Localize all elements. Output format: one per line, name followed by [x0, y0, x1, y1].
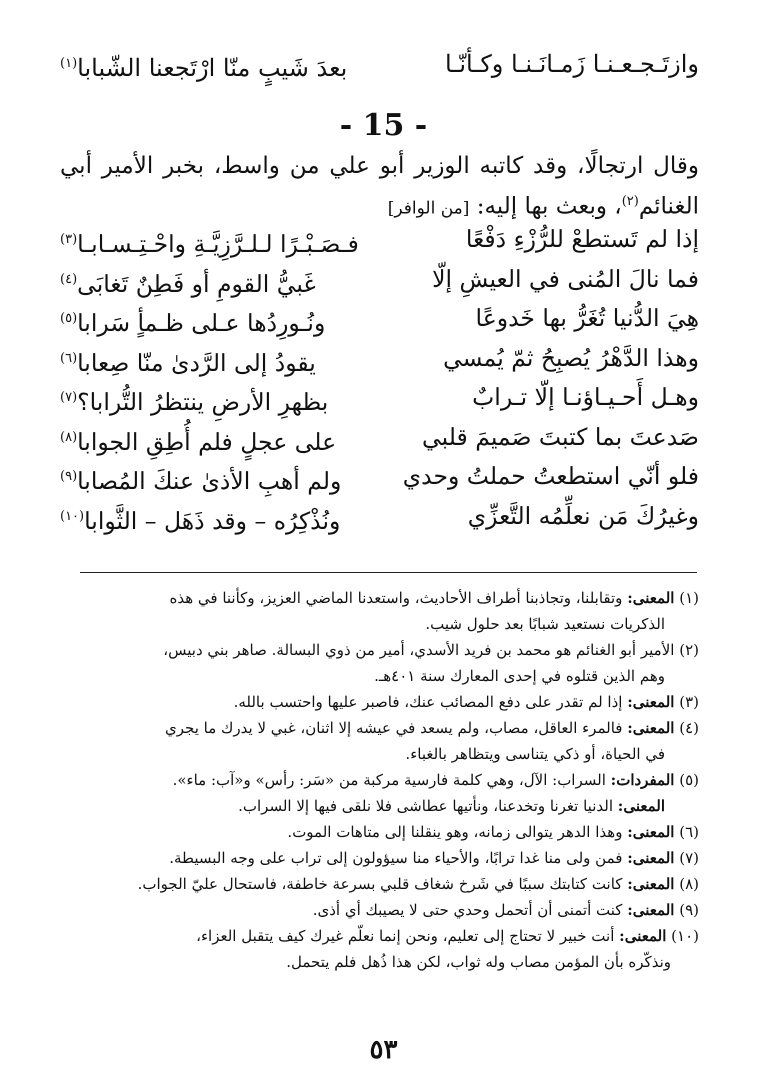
poem-intro: وقال ارتجالًا، وقد كاتبه الوزير أبو علي من واسط، بخبر الأمير أبي الغنائم$^{(٢)}$، وبعث بها إليه: [من الوافر]: [60, 153, 699, 220]
poem-line: [60, 299, 699, 339]
footnote-ref[interactable]: (٦): [60, 350, 78, 366]
footnote: (١٠) المعنى: أنت خبير لا تحتاج إلى تعليم، ونحن إنما نعلّم غيرك كيف يتقبل العزاء، ونذكّره بأن المؤمن مصاب وله ثواب، لكن هذا ذُهل فلم يتحمل.: [196, 927, 699, 971]
poem-line: [60, 497, 699, 537]
poem-line: [60, 339, 699, 379]
poem-line: [60, 457, 699, 497]
poem-line: [60, 378, 699, 418]
first-hemistich: صَدعتَ بما كتبتَ صَميمَ قلبي: [422, 422, 699, 451]
second-hemistich: ونُذْكِرُه – وقد ذَهَل – الثَّوابا$^{(١٠)}$: [60, 506, 341, 535]
first-hemistich: فلو أنّي استطعتُ حملتُ وحدي: [402, 462, 699, 490]
footnote: (٨) المعنى: كانت كتابتك سببًا في شَرخ شغاف قلبي بسرعة خاطفة، فاستحال عليّ الجواب.: [137, 875, 699, 893]
second-hemistich: بظهرِ الأرضِ ينتظرُ التُّرابا؟$^{(٧)}$: [60, 387, 329, 416]
footnote-ref[interactable]: (٨): [60, 429, 78, 445]
footnote: (٦) المعنى: وهذا الدهر يتوالى زمانه، وهو ينقلنا إلى متاهات الموت.: [287, 823, 699, 841]
footnote: (٧) المعنى: فمن ولى منا غدا ترابًا، والأحياء منا سيؤولون إلى تراب على وجه البسيطة.: [169, 849, 699, 867]
first-hemistich: فما نالَ المُنى في العيشِ إلّا: [432, 264, 699, 293]
page-number: ٥٣: [369, 1035, 398, 1065]
footnote-ref[interactable]: (٥): [60, 311, 78, 326]
verse-first-hemistich: وازتَـجـعـنـا زَمـانَـنـا وكـأنّـا: [444, 50, 699, 78]
first-hemistich: وغيرُكَ مَن نعلِّمُه التَّعزِّي: [467, 501, 699, 530]
first-hemistich: وهـل أَحـيـاؤنـا إلّا تـرابٌ: [472, 383, 699, 411]
first-hemistich: وهذا الدَّهْرُ يُصبِحُ ثمّ يُمسي: [443, 343, 699, 372]
poem-line: [60, 220, 699, 260]
footnote: (٣) المعنى: إذا لم تقدر على دفع المصائب عنك، فاصبر عليها واحتسب بالله.: [233, 693, 699, 711]
footnote: (١) المعنى: وتقابلنا، وتجاذبنا أطراف الأحاديث، واستعدنا الماضي العزيز، وكأننا في هذه الذكريات نستعيد شبابًا بعد حلول شيب.: [169, 589, 699, 633]
first-hemistich: هِيَ الدُّنيا تُغَرُّ بها خَدوعًا: [475, 304, 699, 332]
footnote-divider: [80, 572, 697, 573]
footnote: (٥) المفردات: السراب: الآل، وهي كلمة فارسية مركبة من «سَر: رأس» و«آب: ماء».: [172, 771, 699, 789]
poem-number: - 15 -: [339, 108, 428, 143]
second-hemistich: على عجلٍ فلم أُطِقِ الجوابا$^{(٨)}$: [60, 427, 337, 456]
footnote-ref[interactable]: (١٠): [60, 508, 85, 524]
footnote: (٩) المعنى: كنت أتمنى أن أتحمل وحدي حتى لا يصيبك أي أذى.: [312, 901, 699, 919]
second-hemistich: يقودُ إلى الرَّدىٰ منّا صِعابا$^{(٦)}$: [60, 348, 316, 377]
footnote-ref[interactable]: (٩): [60, 469, 78, 484]
footnote-ref[interactable]: (١): [60, 56, 78, 71]
poem-line: [60, 260, 699, 300]
continued-verse: [60, 44, 699, 84]
second-hemistich: غَبيُّ القومِ أو فَطِنٌ تَغابَى$^{(٤)}$: [60, 269, 316, 298]
second-hemistich: فـصَـبْـرًا لـلـرَّزِيَّـةِ واحْـتِـسـابـا$^{(٣)}$: [60, 229, 359, 258]
first-hemistich: إذا لم تَستطعْ للرُّزْءِ دَفْعًا: [465, 225, 699, 253]
footnote-ref[interactable]: (٤): [60, 271, 78, 287]
second-hemistich: ونُـورِدُها عـلى ظـمأٍ سَرابا$^{(٥)}$: [60, 308, 326, 337]
poem: [60, 220, 699, 536]
verse-second-hemistich: بعدَ شَيبٍ منّا ارْتَجعنا الشّبابا$^{(١)}$: [60, 54, 348, 82]
poem-line: [60, 418, 699, 458]
footnote: (٢) الأمير أبو الغنائم هو محمد بن فريد الأسدي، أمير من ذوي البسالة. صاهر بني دبيس، وهم الذين قتلوه في إحدى المعارك سنة ٤٠١هـ.: [163, 641, 699, 685]
meter-label: [من الوافر]: [387, 198, 470, 219]
footnote-ref[interactable]: (٢): [621, 194, 639, 209]
footnote: (٤) المعنى: فالمرء العاقل، مصاب، ولم يسعد في عيشه إلا اثنان، غبي لا يدرك ما يجري في الحياة، أو ذكي يتناسى ويتظاهر بالغباء.: [165, 719, 699, 763]
footnote-ref[interactable]: (٣): [60, 232, 78, 247]
footnote-subentry: المعنى: الدنيا تغرنا وتخدعنا، ونأتيها عطاشى فلا نلقى فيها إلا السراب.: [238, 797, 665, 815]
footnotes: [60, 585, 699, 975]
footnote-ref[interactable]: (٧): [60, 390, 78, 405]
second-hemistich: ولم أهبِ الأذىٰ عنكَ المُصابا$^{(٩)}$: [60, 466, 342, 495]
